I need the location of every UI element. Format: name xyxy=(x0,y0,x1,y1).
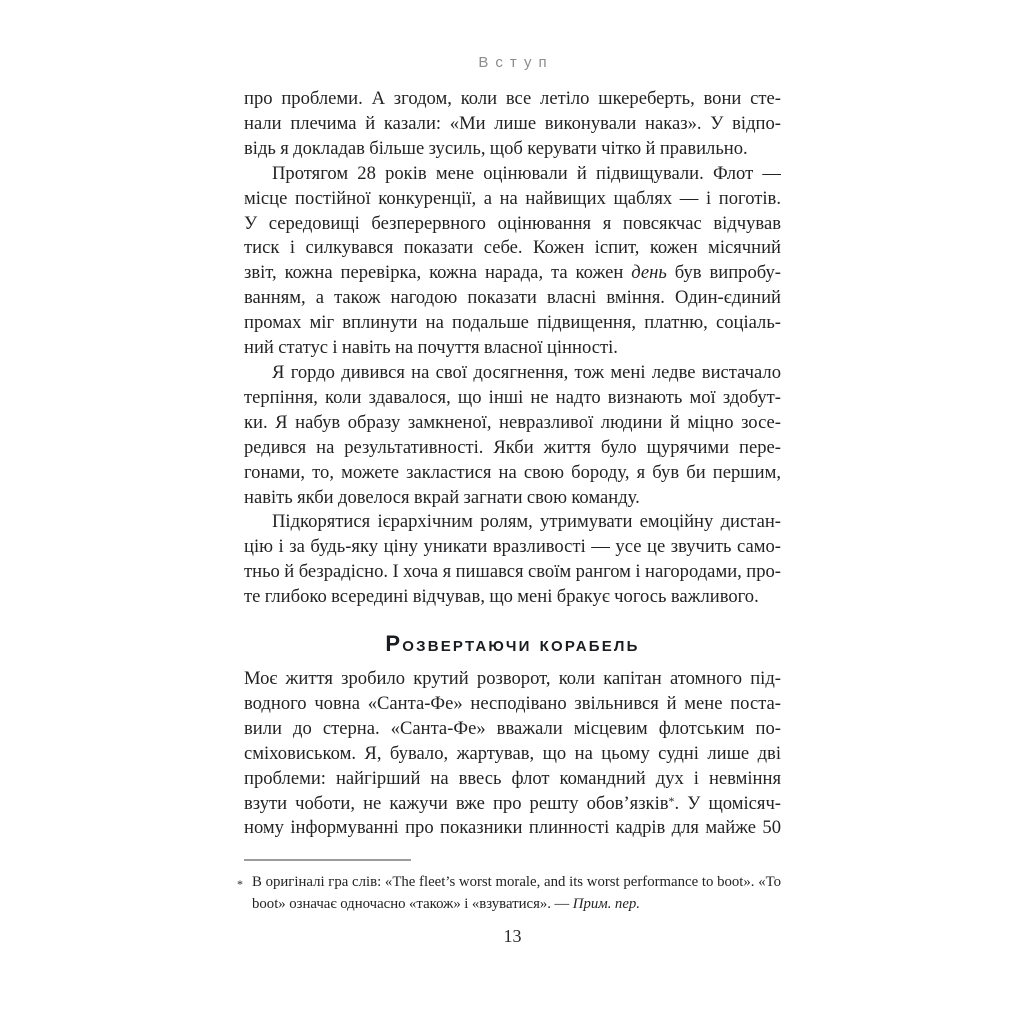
text-line: ки. Я набув образу замкненої, невразливої людини й міцно зосе- xyxy=(244,411,781,433)
paragraph xyxy=(244,667,781,841)
text-line: Я гордо дивився на свої досягнення, тож мені ледве вистачало xyxy=(272,361,781,383)
text-line: навіть якби довелося вкрай загнати свою команду. xyxy=(244,486,640,508)
paragraph xyxy=(244,162,781,361)
text-line: Моє життя зробило крутий розворот, коли капітан атомного під- xyxy=(244,668,781,690)
footnote-asterisk-marker: * xyxy=(237,877,243,892)
text-line: У середовищі безперервного оцінювання я повсякчас відчував xyxy=(244,212,781,234)
footnote-text xyxy=(237,872,781,915)
text-line: ний статус і навіть на почуття власної цінності. xyxy=(244,337,618,359)
text-line: водного човна «Санта-Фе» несподівано звільнився й мене поста- xyxy=(244,692,781,714)
body-text-top xyxy=(244,87,781,610)
page-number: 13 xyxy=(503,926,522,946)
text-line: ному інформуванні про показники плинності кадрів для майже 50 xyxy=(244,817,781,839)
text-line: цію і за будь-яку ціну уникати вразливості — усе це звучить само- xyxy=(244,536,781,558)
text-line: терпіння, коли здавалося, що інші не надто визнають мої здобут- xyxy=(244,386,781,408)
text-line: промах міг вплинути на подальше підвищення, платню, соціаль- xyxy=(244,312,781,334)
text-line: гонами, то, можете закластися на свою бороду, я був би першим, xyxy=(244,461,781,483)
section-heading: Розвертаючи корабель xyxy=(385,631,640,657)
footnote xyxy=(237,859,781,915)
text-line: взути чоботи, не кажучи вже про решту обов’язків*. У щомісяч- xyxy=(244,792,781,814)
text-line: місце постійної конкуренції, а на найвищих щаблях — і поготів. xyxy=(244,187,781,209)
text-line: про проблеми. А згодом, коли все летіло шкереберть, вони сте- xyxy=(244,88,781,109)
paragraph xyxy=(244,87,781,162)
footnote-line: boot» означає одночасно «також» і «взуватися». — Прим. пер. xyxy=(252,895,640,912)
text-line: проблеми: найгірший на ввесь флот командний дух і невміння xyxy=(244,767,781,789)
text-line: Протягом 28 років мене оцінювали й підвищували. Флот — xyxy=(272,162,781,184)
body-text-bottom xyxy=(244,667,781,841)
text-line: редився на результативності. Якби життя було щурячими пере- xyxy=(244,436,781,458)
text-line: те глибоко всередині відчував, що мені бракує чогось важливого. xyxy=(244,586,759,608)
running-header: Вступ xyxy=(478,54,554,71)
text-line: нали плечима й казали: «Ми лише виконували наказ». У відпо- xyxy=(244,112,781,134)
text-line: звіт, кожна перевірка, кожна нарада, та кожен день був випробу- xyxy=(244,262,781,284)
italic-text: день xyxy=(631,262,667,284)
footnote-rule xyxy=(244,859,411,861)
text-line: Підкорятися ієрархічним ролям, утримувати емоційну дистан- xyxy=(272,511,781,533)
paragraph xyxy=(244,510,781,610)
paragraph xyxy=(244,361,781,510)
italic-text: Прим. пер. xyxy=(572,895,640,912)
footnote-line: В оригіналі гра слів: «The fleet’s worst morale, and its worst performance to boot». «To xyxy=(252,874,781,891)
text-line: тньо й безрадісно. І хоча я пишався своїм рангом і нагородами, про- xyxy=(244,561,781,583)
text-line: тиск і силкувався показати себе. Кожен іспит, кожен місячний xyxy=(244,237,781,259)
text-line: відь я докладав більше зусиль, щоб керувати чітко й правильно. xyxy=(244,137,748,159)
footnote-reference-asterisk: * xyxy=(668,793,675,808)
footnote-lines xyxy=(252,872,781,915)
text-line: вили до стерна. «Санта-Фе» вважали місцевим флотським по- xyxy=(244,717,781,739)
text-block xyxy=(237,87,781,916)
text-line: ванням, а також нагодою показати власні вміння. Один-єдиний xyxy=(244,287,781,309)
text-line: сміховиськом. Я, бувало, жартував, що на цьому судні лише дві xyxy=(244,742,781,764)
